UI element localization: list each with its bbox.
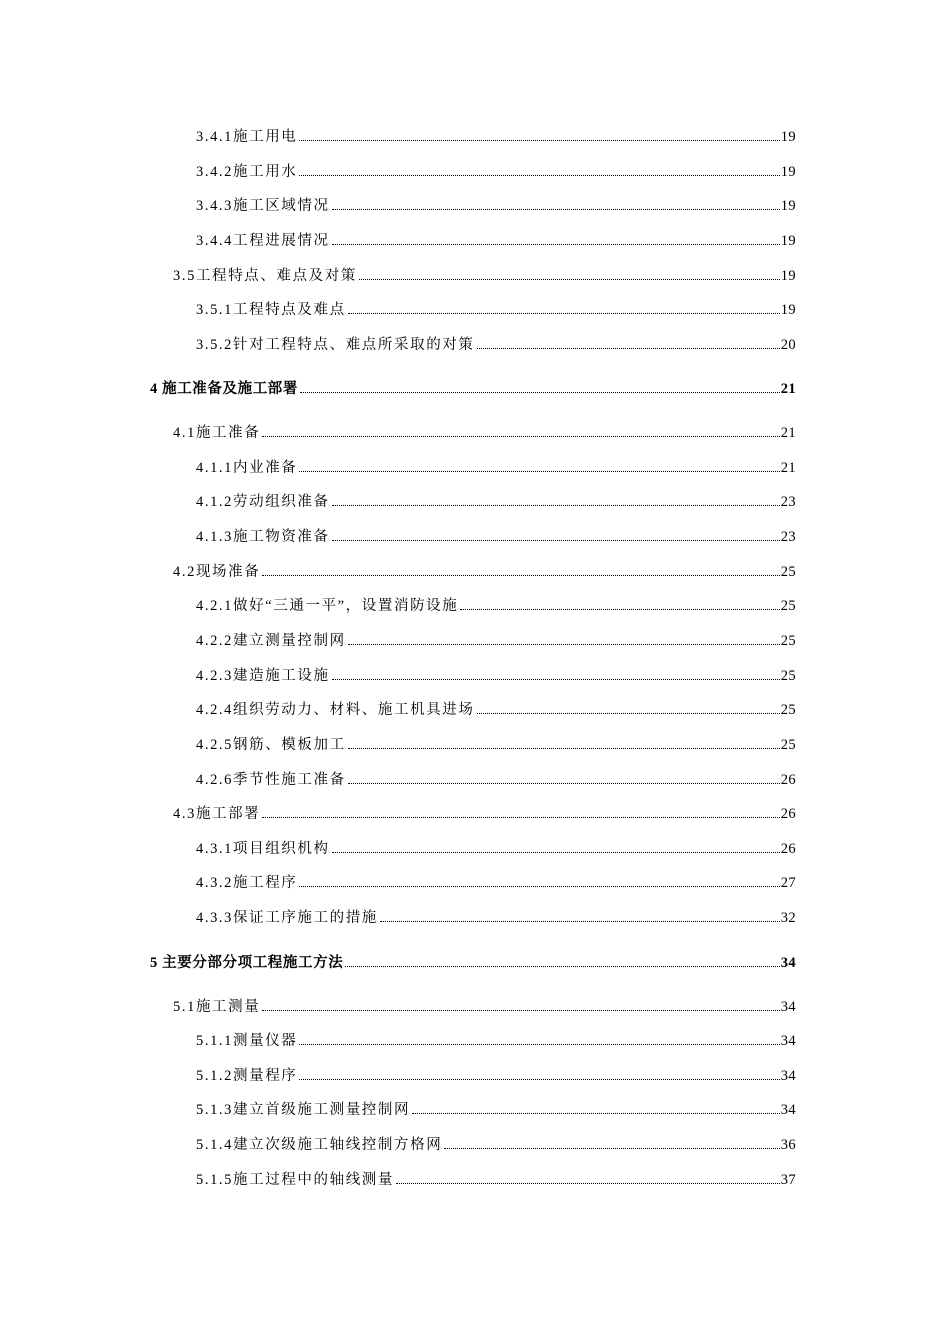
toc-entry-page-number: 19	[780, 302, 796, 318]
toc-entry-number: 5.1.2	[196, 1068, 233, 1084]
toc-entry-page-number: 36	[780, 1137, 796, 1153]
toc-entry-title	[173, 424, 260, 442]
toc-entry-title	[196, 1067, 297, 1085]
toc-entry-text: 施工程序	[233, 875, 298, 891]
toc-entry-number: 4.2.6	[196, 772, 233, 788]
toc-entry[interactable]	[196, 528, 796, 546]
toc-entry-page-number: 25	[780, 737, 796, 753]
toc-entry-title	[196, 197, 330, 215]
dot-leader	[262, 1010, 779, 1011]
toc-entry-text: 施工物资准备	[233, 529, 330, 545]
toc-entry-title	[196, 336, 475, 354]
toc-entry-text: 钢筋、模板加工	[233, 737, 346, 753]
toc-entry-title	[173, 805, 260, 823]
toc-entry-text: 建立测量控制网	[233, 633, 346, 649]
toc-entry-title	[196, 301, 346, 319]
toc-entry-text: 组织劳动力、材料、施工机具进场	[233, 702, 475, 718]
dot-leader	[348, 644, 780, 645]
toc-entry-number: 5.1.4	[196, 1137, 233, 1153]
toc-entry-title	[150, 954, 343, 972]
toc-entry-number: 4.1.2	[196, 494, 233, 510]
toc-entry-page-number: 34	[780, 955, 796, 971]
toc-entry-page-number: 37	[780, 1172, 796, 1188]
toc-entry-number: 4.3.1	[196, 841, 233, 857]
toc-entry-page-number: 26	[780, 772, 796, 788]
toc-entry-text: 做好“三通一平”，设置消防设施	[233, 598, 459, 614]
toc-entry-text: 主要分部分项工程施工方法	[162, 955, 344, 971]
toc-entry[interactable]	[173, 267, 796, 285]
dot-leader	[262, 436, 779, 437]
toc-entry-page-number: 20	[780, 337, 796, 353]
dot-leader	[412, 1113, 780, 1114]
toc-entry-number: 3.4.1	[196, 129, 233, 145]
dot-leader	[332, 540, 780, 541]
dot-leader	[396, 1183, 780, 1184]
dot-leader	[299, 140, 779, 141]
toc-entry-number: 3.4.2	[196, 164, 233, 180]
toc-entry[interactable]	[196, 232, 796, 250]
toc-entry-page-number: 25	[780, 633, 796, 649]
toc-entry-page-number: 25	[780, 702, 796, 718]
toc-entry-number: 4.3.3	[196, 910, 233, 926]
toc-entry[interactable]	[196, 1032, 796, 1050]
toc-entry[interactable]	[196, 493, 796, 511]
toc-entry[interactable]	[196, 128, 796, 146]
toc-entry-text: 工程特点、难点及对策	[195, 268, 357, 284]
dot-leader	[299, 886, 779, 887]
toc-entry-title	[150, 380, 298, 398]
toc-entry[interactable]	[196, 874, 796, 892]
dot-leader	[299, 1079, 779, 1080]
toc-entry[interactable]	[196, 701, 796, 719]
toc-entry[interactable]	[196, 1171, 796, 1189]
dot-leader	[348, 783, 780, 784]
dot-leader	[460, 609, 779, 610]
toc-entry-page-number: 19	[780, 198, 796, 214]
toc-entry-title	[196, 909, 378, 927]
toc-entry-text: 季节性施工准备	[233, 772, 346, 788]
toc-entry-page-number: 25	[780, 668, 796, 684]
dot-leader	[477, 348, 780, 349]
toc-entry-text: 建造施工设施	[233, 668, 330, 684]
toc-entry[interactable]	[196, 163, 796, 181]
dot-leader	[299, 471, 779, 472]
toc-entry[interactable]	[196, 771, 796, 789]
toc-entry-title	[196, 667, 330, 685]
dot-leader	[348, 313, 780, 314]
dot-leader	[348, 748, 780, 749]
toc-entry-number: 3.5.1	[196, 302, 233, 318]
toc-entry-page-number: 21	[780, 460, 796, 476]
toc-entry-page-number: 27	[780, 875, 796, 891]
toc-entry[interactable]	[196, 301, 796, 319]
toc-entry-number: 5.1.1	[196, 1033, 233, 1049]
toc-entry-number: 5.1	[173, 999, 196, 1015]
toc-entry[interactable]	[196, 1067, 796, 1085]
toc-entry[interactable]	[196, 459, 796, 477]
dot-leader	[262, 575, 779, 576]
toc-entry-text: 保证工序施工的措施	[233, 910, 378, 926]
dot-leader	[299, 175, 779, 176]
toc-entry-title	[196, 840, 330, 858]
toc-entry-number: 4.2.3	[196, 668, 233, 684]
toc-entry-title	[196, 771, 346, 789]
toc-entry[interactable]	[173, 424, 796, 442]
toc-entry-page-number: 19	[780, 129, 796, 145]
dot-leader	[262, 817, 779, 818]
toc-entry[interactable]	[150, 380, 796, 398]
toc-entry-text: 建立次级施工轴线控制方格网	[233, 1137, 443, 1153]
toc-entry-page-number: 34	[780, 1102, 796, 1118]
toc-entry-number: 5	[150, 955, 158, 971]
toc-entry-number: 4.2.1	[196, 598, 233, 614]
toc-entry-text: 施工用水	[233, 164, 298, 180]
toc-entry-title	[173, 998, 260, 1016]
toc-entry-text: 施工区域情况	[233, 198, 330, 214]
toc-entry-text: 施工用电	[233, 129, 298, 145]
toc-entry-number: 4.1	[173, 425, 196, 441]
toc-entry-number: 5.1.5	[196, 1172, 233, 1188]
toc-entry-title	[196, 528, 330, 546]
toc-entry[interactable]	[173, 563, 796, 581]
toc-entry-number: 3.4.3	[196, 198, 233, 214]
toc-entry-text: 施工准备	[195, 425, 261, 441]
toc-entry-title	[196, 1171, 394, 1189]
toc-entry[interactable]	[196, 840, 796, 858]
toc-entry-page-number: 19	[780, 268, 796, 284]
toc-entry-page-number: 34	[780, 999, 796, 1015]
toc-entry-number: 3.4.4	[196, 233, 233, 249]
toc-entry-page-number: 25	[780, 598, 796, 614]
toc-entry-title	[196, 874, 297, 892]
toc-entry[interactable]	[196, 667, 796, 685]
toc-entry-title	[196, 493, 330, 511]
toc-entry-title	[173, 267, 357, 285]
toc-entry[interactable]	[196, 197, 796, 215]
toc-entry-number: 4.1.3	[196, 529, 233, 545]
toc-entry-number: 4.1.1	[196, 460, 233, 476]
toc-entry-number: 5.1.3	[196, 1102, 233, 1118]
toc-entry-title	[196, 459, 297, 477]
toc-entry-title	[173, 563, 260, 581]
toc-entry-title	[196, 701, 475, 719]
toc-entry-number: 4.2.5	[196, 737, 233, 753]
toc-entry-title	[196, 232, 330, 250]
toc-entry-text: 现场准备	[195, 564, 261, 580]
toc-entry[interactable]	[196, 1101, 796, 1119]
toc-entry-number: 3.5.2	[196, 337, 233, 353]
toc-entry-page-number: 23	[780, 529, 796, 545]
toc-entry-page-number: 26	[780, 806, 796, 822]
toc-entry[interactable]	[196, 909, 796, 927]
toc-entry[interactable]	[173, 805, 796, 823]
dot-leader	[300, 392, 780, 393]
toc-entry-text: 施工准备及施工部署	[162, 381, 298, 397]
toc-entry-page-number: 19	[780, 164, 796, 180]
toc-entry-text: 内业准备	[233, 460, 298, 476]
dot-leader	[345, 966, 779, 967]
toc-entry-page-number: 21	[780, 425, 796, 441]
toc-entry-page-number: 26	[780, 841, 796, 857]
toc-entry-text: 针对工程特点、难点所采取的对策	[233, 337, 475, 353]
toc-entry-title	[196, 128, 297, 146]
toc-entry-title	[196, 632, 346, 650]
toc-entry-title	[196, 1101, 410, 1119]
toc-entry[interactable]	[196, 736, 796, 754]
toc-entry-title	[196, 736, 346, 754]
dot-leader	[444, 1148, 779, 1149]
toc-entry-text: 劳动组织准备	[233, 494, 330, 510]
dot-leader	[332, 244, 780, 245]
toc-entry-number: 4	[150, 381, 158, 397]
toc-entry-number: 4.3.2	[196, 875, 233, 891]
toc-entry-page-number: 34	[780, 1033, 796, 1049]
toc-entry-text: 建立首级施工测量控制网	[233, 1102, 411, 1118]
dot-leader	[299, 1044, 779, 1045]
toc-entry-title	[196, 163, 297, 181]
toc-entry-text: 测量程序	[233, 1068, 298, 1084]
dot-leader	[477, 713, 780, 714]
toc-entry-page-number: 23	[780, 494, 796, 510]
toc-entry-number: 4.2.2	[196, 633, 233, 649]
toc-entry-title	[196, 1136, 442, 1154]
toc-entry-title	[196, 1032, 297, 1050]
dot-leader	[359, 279, 780, 280]
toc-entry-number: 4.3	[173, 806, 196, 822]
toc-entry-number: 4.2.4	[196, 702, 233, 718]
toc-entry[interactable]	[173, 998, 796, 1016]
dot-leader	[332, 852, 780, 853]
toc-entry[interactable]	[196, 597, 796, 615]
toc-entry[interactable]	[196, 336, 796, 354]
toc-entry[interactable]	[196, 632, 796, 650]
toc-entry-title	[196, 597, 458, 615]
dot-leader	[380, 921, 780, 922]
toc-entry[interactable]	[196, 1136, 796, 1154]
toc-entry-number: 3.5	[173, 268, 196, 284]
toc-entry-text: 项目组织机构	[233, 841, 330, 857]
dot-leader	[332, 679, 780, 680]
toc-entry-page-number: 25	[780, 564, 796, 580]
toc-entry[interactable]	[150, 954, 796, 972]
toc-entry-page-number: 21	[780, 381, 796, 397]
dot-leader	[332, 209, 780, 210]
dot-leader	[332, 505, 780, 506]
toc-entry-text: 工程特点及难点	[233, 302, 346, 318]
toc-entry-number: 4.2	[173, 564, 196, 580]
toc-entry-text: 测量仪器	[233, 1033, 298, 1049]
toc-entry-text: 施工部署	[195, 806, 261, 822]
toc-entry-text: 施工过程中的轴线测量	[233, 1172, 394, 1188]
toc-entry-page-number: 19	[780, 233, 796, 249]
toc-entry-page-number: 32	[780, 910, 796, 926]
toc-entry-text: 施工测量	[195, 999, 261, 1015]
toc-entry-text: 工程进展情况	[233, 233, 330, 249]
toc-entry-page-number: 34	[780, 1068, 796, 1084]
